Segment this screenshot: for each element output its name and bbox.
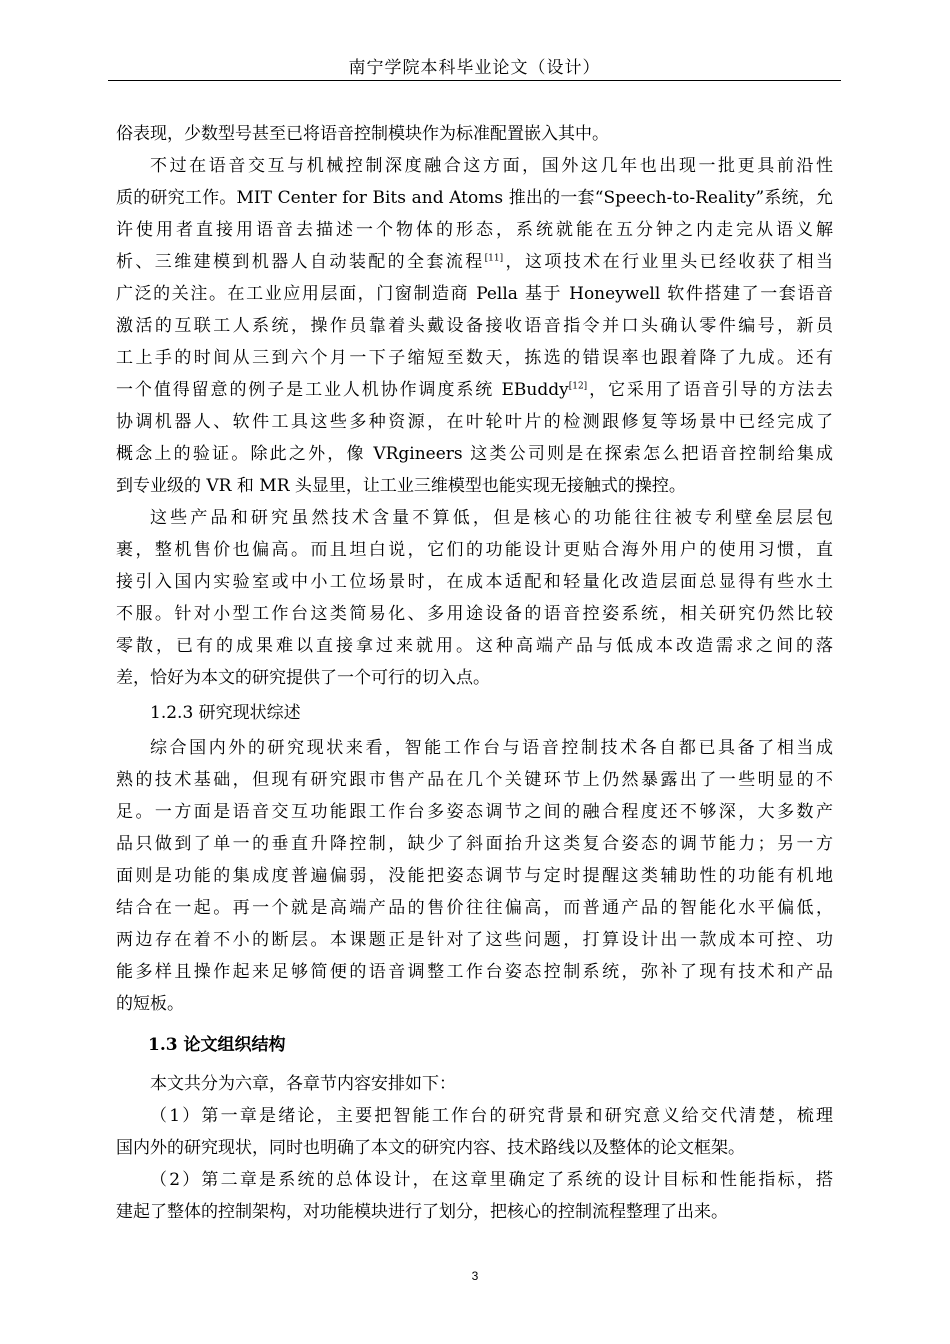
page-header: 南宁学院本科毕业论文（设计） [348, 58, 601, 78]
header-rule [108, 80, 841, 81]
text-line: 结合在一起。再一个就是高端产品的售价往往偏高，而普通产品的智能化水平偏低， [116, 898, 833, 918]
text-line: 不过在语音交互与机械控制深度融合这方面，国外这几年也出现一批更具前沿性 [150, 156, 833, 176]
text-line: 激活的互联工人系统，操作员靠着头戴设备接收语音指令并口头确认零件编号，新员 [116, 316, 833, 336]
text-line: 面则是功能的集成度普遍偏弱，没能把姿态调节与定时提醒这类辅助性的功能有机地 [116, 866, 833, 886]
text-line: （2）第二章是系统的总体设计，在这章里确定了系统的设计目标和性能指标，搭 [150, 1170, 833, 1190]
text-line: 本文共分为六章，各章节内容安排如下： [150, 1074, 456, 1094]
text-line: 协调机器人、软件工具这些多种资源，在叶轮叶片的检测跟修复等场景中已经完成了 [116, 412, 833, 432]
text-line: 到专业级的 VR 和 MR 头显里，让工业三维模型也能实现无接触式的操控。 [116, 476, 686, 496]
text-run: ，它采用了语音引导的方法去 [587, 380, 833, 400]
subsection-heading: 1.2.3 研究现状综述 [150, 703, 301, 723]
text-line: 足。一方面是语音交互功能跟工作台多姿态调节之间的融合程度还不够深，大多数产 [116, 802, 833, 822]
text-line: 广泛的关注。在工业应用层面，门窗制造商 Pella 基于 Honeywell 软件搭建了一套语音 [116, 284, 833, 304]
text-line: 两边存在着不小的断层。本课题正是针对了这些问题，打算设计出一款成本可控、功 [116, 930, 833, 950]
text-line: 能多样且操作起来足够简便的语音调整工作台姿态控制系统，弥补了现有技术和产品 [116, 962, 833, 982]
text-run: 一个值得留意的例子是工业人机协作调度系统 EBuddy [116, 380, 569, 400]
text-line [116, 246, 833, 278]
text-run: 析、三维建模到机器人自动装配的全套流程 [116, 252, 485, 272]
text-line: 接引入国内实验室或中小工位场景时，在成本适配和轻量化改造层面总显得有些水土 [116, 572, 833, 592]
text-line: 裹，整机售价也偏高。而且坦白说，它们的功能设计更贴合海外用户的使用习惯，直 [116, 540, 833, 560]
text-run: ，这项技术在行业里头已经收获了相当 [503, 252, 833, 272]
text-line: 许使用者直接用语音去描述一个物体的形态，系统就能在五分钟之内走完从语义解 [116, 220, 833, 240]
text-line: 的短板。 [116, 994, 184, 1014]
text-line: 差，恰好为本文的研究提供了一个可行的切入点。 [116, 668, 490, 688]
text-line: 工上手的时间从三到六个月一下子缩短至数天，拣选的错误率也跟着降了九成。还有 [116, 348, 833, 368]
page-number: 3 [471, 1269, 479, 1283]
text-line: 这些产品和研究虽然技术含量不算低，但是核心的功能往往被专利壁垒层层包 [150, 508, 833, 528]
section-heading: 1.3 论文组织结构 [148, 1035, 286, 1055]
text-line: 品只做到了单一的垂直升降控制，缺少了斜面抬升这类复合姿态的调节能力；另一方 [116, 834, 833, 854]
text-line: （1）第一章是绪论，主要把智能工作台的研究背景和研究意义给交代清楚，梳理 [150, 1106, 833, 1126]
text-line: 质的研究工作。MIT Center for Bits and Atoms 推出的一套“Speech-to-Reality”系统，允 [116, 188, 833, 208]
text-line: 不服。针对小型工作台这类简易化、多用途设备的语音控姿系统，相关研究仍然比较 [116, 604, 833, 624]
text-line: 国内外的研究现状，同时也明确了本文的研究内容、技术路线以及整体的论文框架。 [116, 1138, 745, 1158]
citation-11: [11] [484, 253, 504, 264]
text-line: 熟的技术基础，但现有研究跟市售产品在几个关键环节上仍然暴露出了一些明显的不 [116, 770, 833, 790]
citation-12: [12] [568, 381, 588, 392]
text-line [116, 374, 833, 406]
text-line: 建起了整体的控制架构，对功能模块进行了划分，把核心的控制流程整理了出来。 [116, 1202, 728, 1222]
text-line: 综合国内外的研究现状来看，智能工作台与语音控制技术各自都已具备了相当成 [150, 738, 833, 758]
text-line: 零散，已有的成果难以直接拿过来就用。这种高端产品与低成本改造需求之间的落 [116, 636, 833, 656]
text-line: 俗表现，少数型号甚至已将语音控制模块作为标准配置嵌入其中。 [116, 124, 609, 144]
text-line: 概念上的验证。除此之外，像 VRgineers 这类公司则是在探索怎么把语音控制给集成 [116, 444, 833, 464]
